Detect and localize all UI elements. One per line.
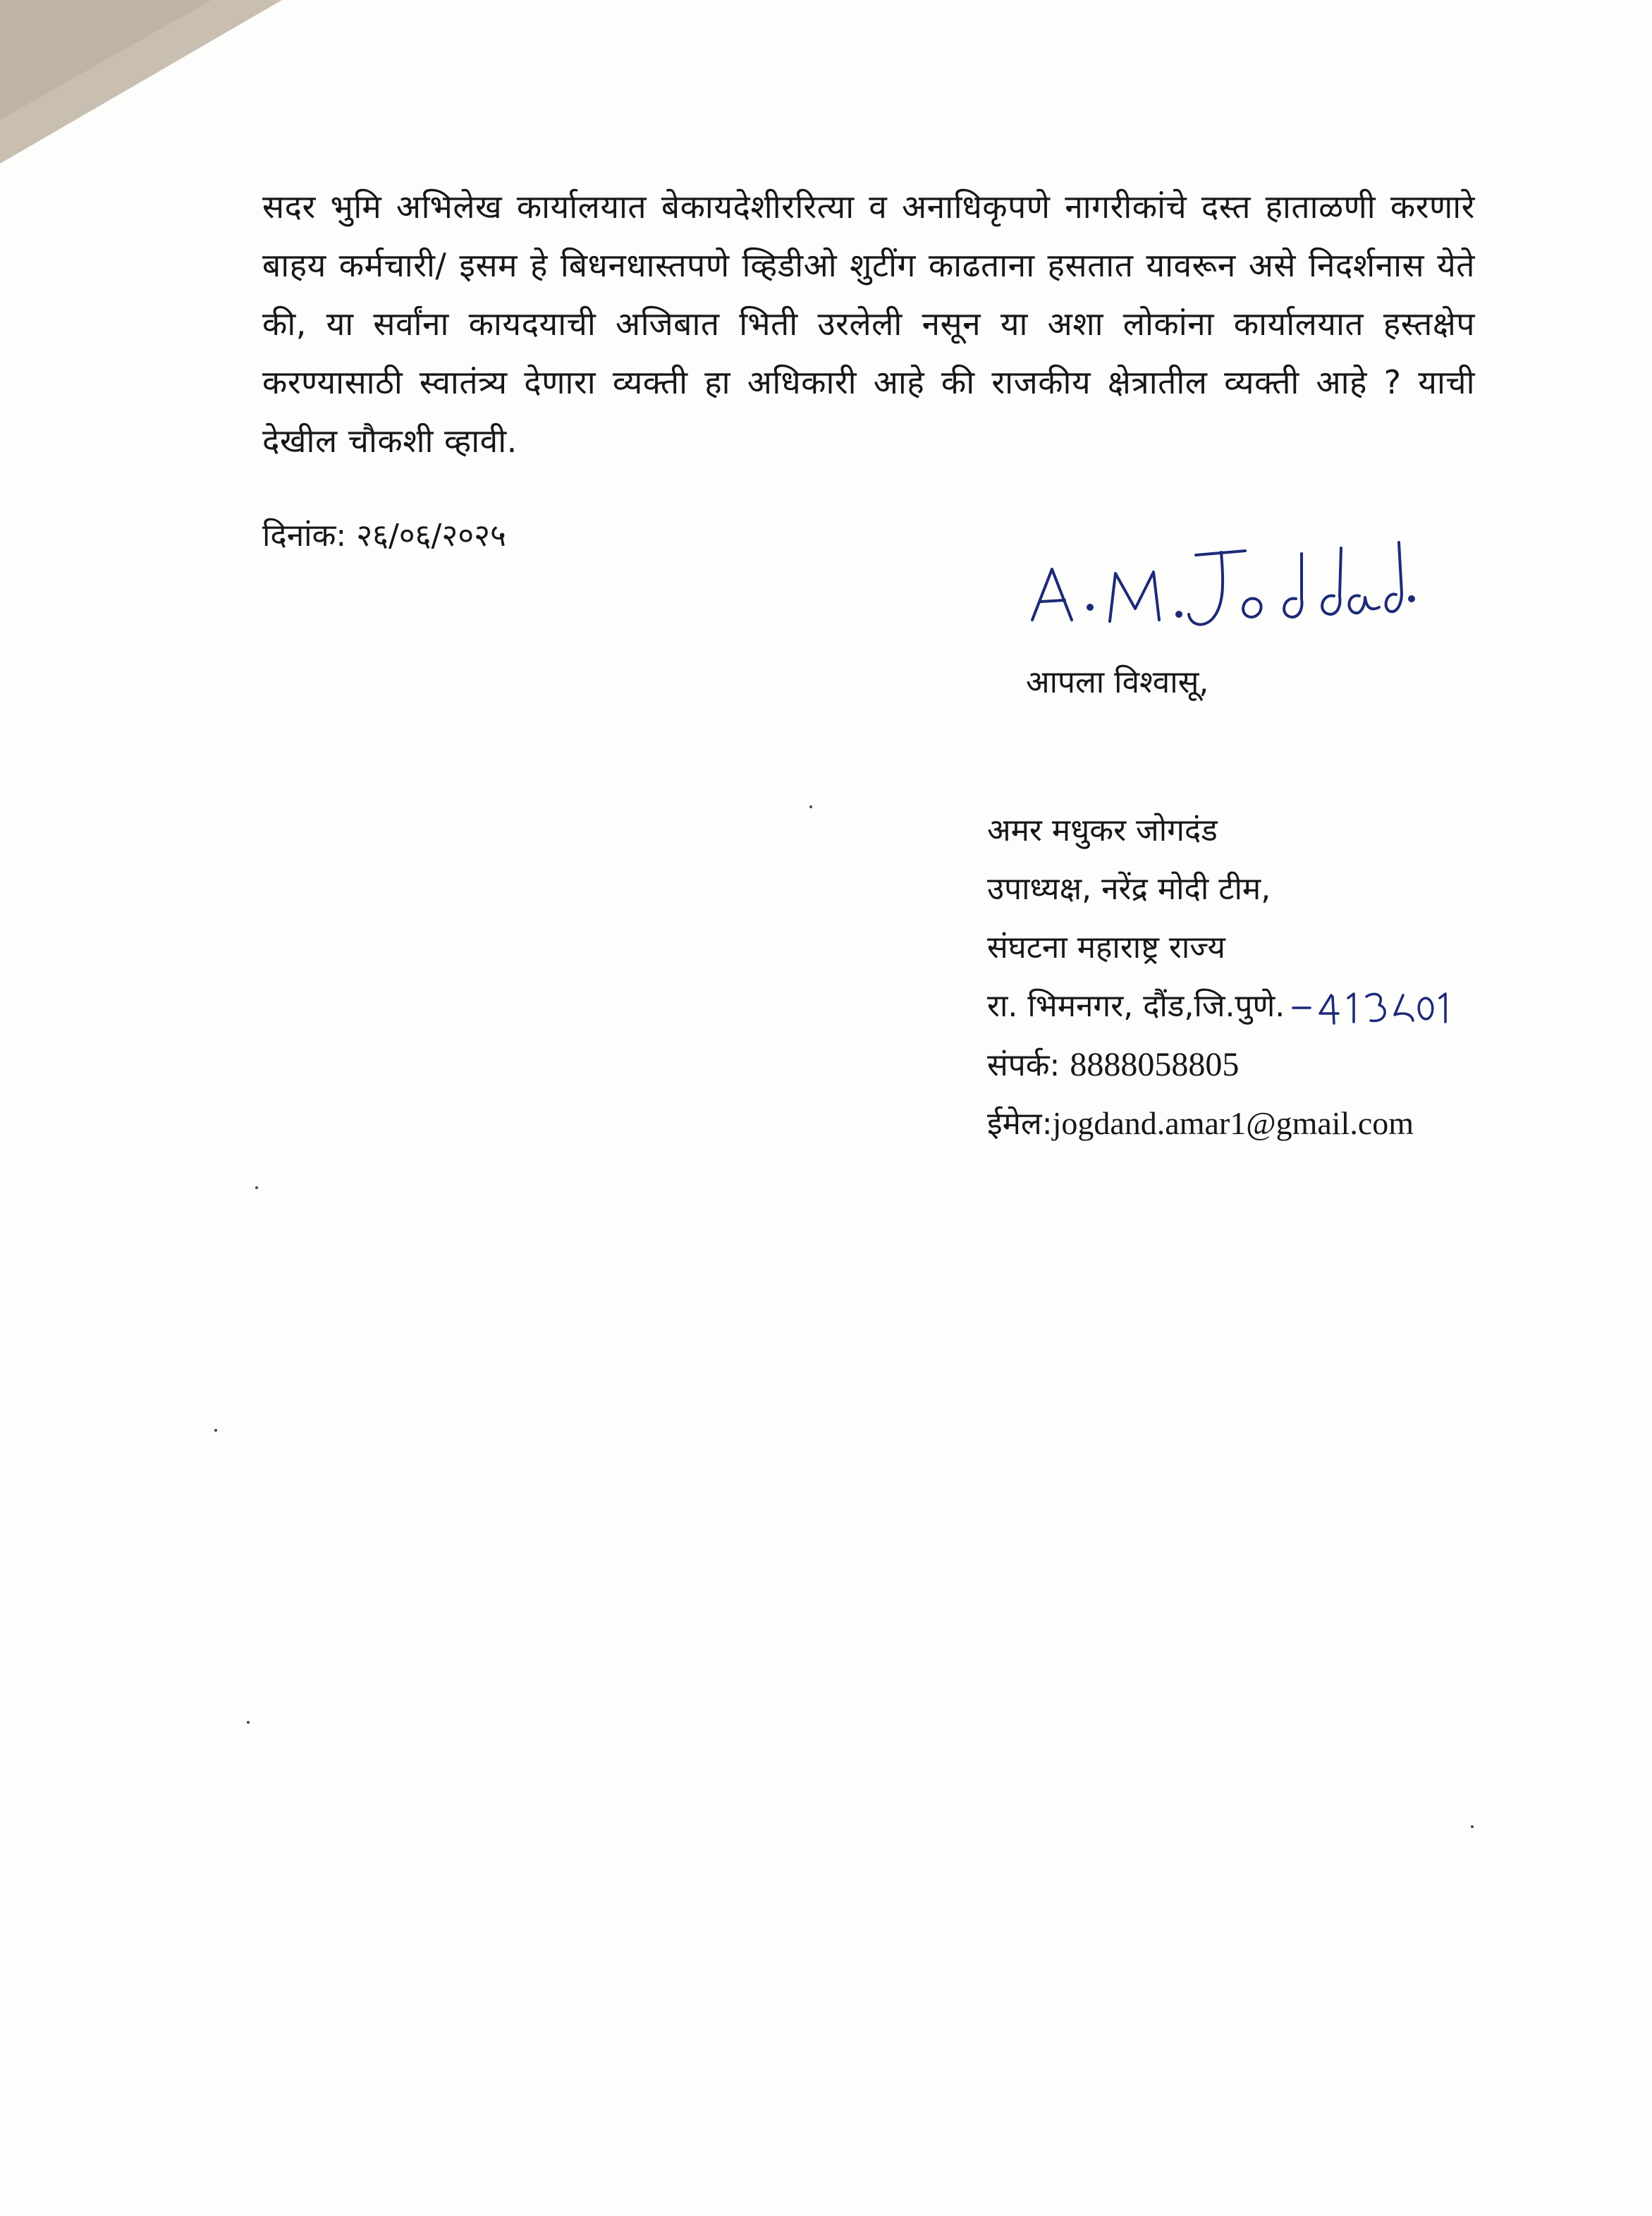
sender-organization: संघटना महाराष्ट्र राज्य	[987, 930, 1225, 966]
scan-speck	[214, 1429, 217, 1432]
address-text: रा. भिमनगर, दौंड,जि.पुणे.	[987, 988, 1285, 1024]
scan-speck	[1471, 1825, 1474, 1828]
sender-designation: उपाध्यक्ष, नरेंद्र मोदी टीम,	[987, 871, 1271, 907]
contact-phone: 8888058805	[1070, 1046, 1240, 1083]
scanned-page-corner	[0, 0, 282, 169]
email-label: ईमेल:	[987, 1106, 1053, 1142]
scan-speck	[255, 1186, 258, 1189]
sender-details	[987, 811, 1451, 1162]
handwritten-signature	[1022, 525, 1417, 645]
email-address: jogdand.amar1@gmail.com	[1052, 1105, 1414, 1141]
letter-body-paragraph: सदर भुमि अभिलेख कार्यालयात बेकायदेशीररित्या व अनाधिकृपणे नागरीकांचे दस्त हाताळणी करणारे बाहय कर्मचारी/ इसम हे बिधनधास्तपणे व्हिडीओ शुटींग काढताना हसतात यावरून असे निदर्शनास येते की, या सर्वांना कायदयाची अजिबात भिती उरलेली नसून या अशा लोकांना कार्यालयात हस्तक्षेप करण्यासाठी स्वातंत्र्य देणारा व्यक्ती हा अधिकारी आहे की राजकीय क्षेत्रातील व्यक्ती आहे ? याची देखील चौकशी व्हावी.	[262, 188, 1475, 460]
sender-contact	[987, 1045, 1451, 1085]
contact-label: संपर्क:	[987, 1047, 1060, 1083]
sender-name: अमर मधुकर जोगदंड	[987, 812, 1218, 848]
sender-address	[987, 987, 1451, 1026]
date-value: २६/०६/२०२५	[356, 518, 506, 554]
handwritten-pincode	[1289, 987, 1451, 1026]
closing-phrase: आपला विश्वासू,	[1026, 664, 1209, 700]
scan-speck	[247, 1721, 250, 1724]
letter-date	[262, 515, 506, 557]
sender-email	[987, 1104, 1451, 1143]
date-label: दिनांक:	[262, 518, 347, 554]
scan-speck	[809, 805, 812, 808]
